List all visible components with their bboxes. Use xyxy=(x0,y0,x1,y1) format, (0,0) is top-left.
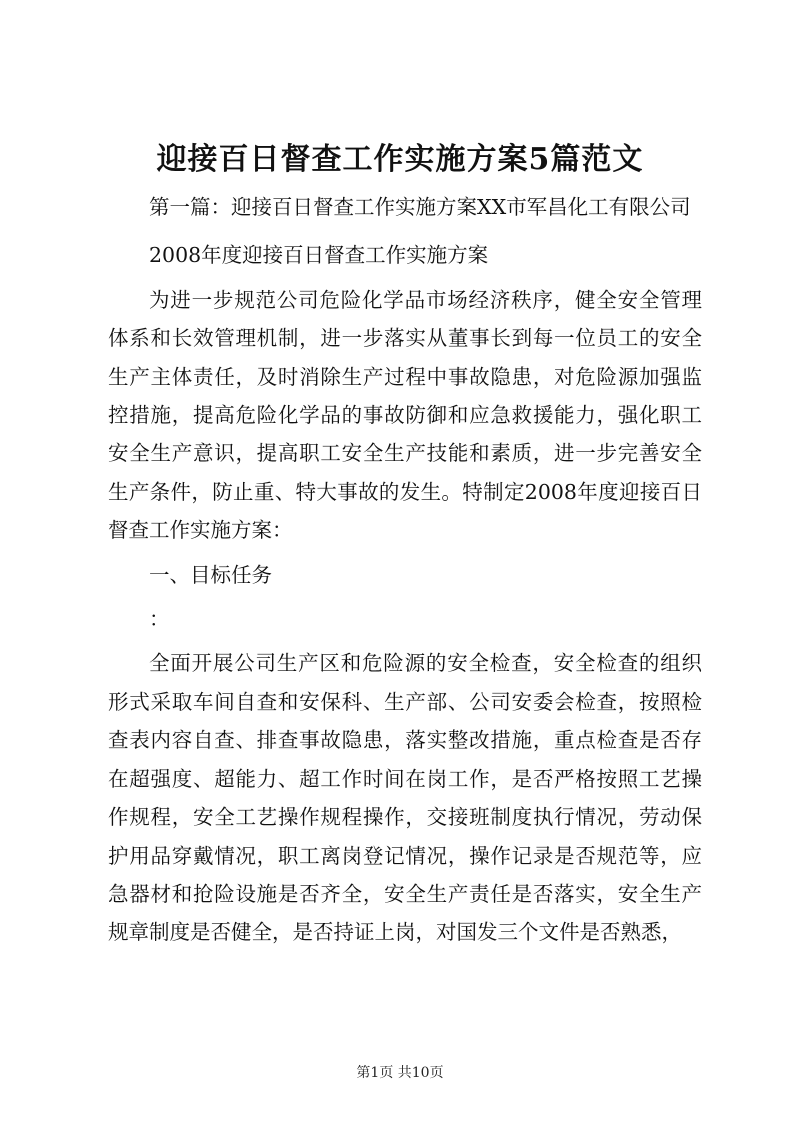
page-number: 第1页 共10页 xyxy=(356,1065,444,1081)
paragraph-introduction: 为进一步规范公司危险化学品市场经济秩序，健全安全管理体系和长效管理机制，进一步落实从董事长到每一位员工的安全生产主体责任，及时消除生产过程中事故隐患，对危险源加强监控措施，提高危险化学品的事故防御和应急救援能力，强化职工安全生产意识，提高职工安全生产技能和素质，进一步完善安全生产条件，防止重、特大事故的发生。特制定2008年度迎接百日督查工作实施方案： xyxy=(108,287,702,543)
paragraph-plan-title: 2008年度迎接百日督查工作实施方案 xyxy=(149,243,489,268)
paragraph-section-heading: 第一篇：迎接百日督查工作实施方案XX市军昌化工有限公司 xyxy=(149,195,691,219)
paragraph-colon: ： xyxy=(149,607,170,632)
paragraph-goal-heading: 一、目标任务 xyxy=(149,562,272,587)
document-body xyxy=(108,188,702,952)
paragraph-inspection-content: 全面开展公司生产区和危险源的安全检查，安全检查的组织形式采取车间自查和安保科、生产部、公司安委会检查，按照检查表内容自查、排查事故隐患，落实整改措施，重点检查是否存在超强度、超能力、超工作时间在岗工作，是否严格按照工艺操作规程，安全工艺操作规程操作，交接班制度执行情况，劳动保护用品穿戴情况，职工离岗登记情况，操作记录是否规范等，应急器材和抢险设施是否齐全，安全生产责任是否落实，安全生产规章制度是否健全，是否持证上岗，对国发三个文件是否熟悉， xyxy=(108,651,702,945)
document-title: 迎接百日督查工作实施方案5篇范文 xyxy=(156,142,644,177)
